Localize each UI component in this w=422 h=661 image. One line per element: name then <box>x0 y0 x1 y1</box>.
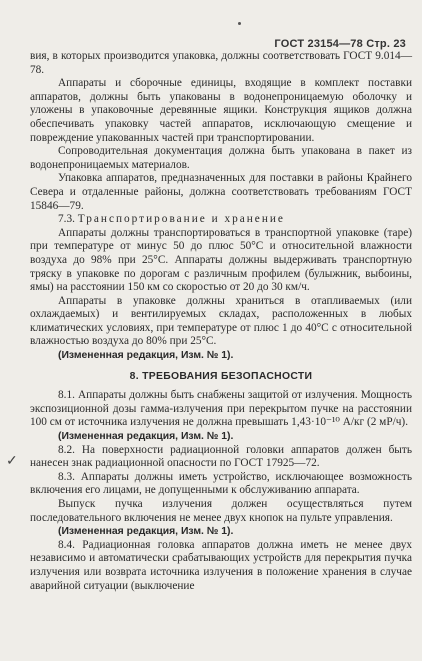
subsection-title-text: Транспортирование и хранение <box>77 213 285 226</box>
amendment-note: (Измененная редакция, Изм. № 1). <box>58 431 234 443</box>
section-heading: 8. ТРЕБОВАНИЯ БЕЗОПАСНОСТИ <box>129 370 313 382</box>
paragraph: 8.2. На поверхности радиационной головки аппаратов должен быть нанесен знак радиационной опасности по ГОСТ 17925—72. <box>30 443 412 470</box>
paragraph: Аппараты в упаковке должны храниться в отапливаемых (или охлаждаемых) и вентилируемых складах, расположенных в любых климатических условиях, при температуре от плюс 1 до 40°С с относительной влажностью воздуха до 80% при 25°С. <box>30 294 412 348</box>
amendment-note: (Измененная редакция, Изм. № 1). <box>58 526 234 538</box>
amendment-note: (Измененная редакция, Изм. № 1). <box>58 350 234 362</box>
ink-dot <box>238 22 241 25</box>
paragraph: 8.1. Аппараты должны быть снабжены защитой от излучения. Мощность экспозиционной дозы гамма-излучения при перекрытом пучке на расстоянии 100 см от источника излучения не должна превышать 1,43·10⁻¹⁰ А/кг (2 мР/ч). <box>30 389 412 429</box>
paragraph: Упаковка аппаратов, предназначенных для поставки в районы Крайнего Севера и отдаленные районы, должна соответствовать требованиям ГОСТ 15846—79. <box>30 172 412 212</box>
paragraph: Выпуск пучка излучения должен осуществляться путем последовательного включения не менее двух кнопок на пульте управления. <box>30 498 412 524</box>
subsection-number: 7.3. <box>58 213 75 226</box>
margin-check-mark: ✓ <box>6 454 18 469</box>
paragraph: 8.3. Аппараты должны иметь устройство, исключающее возможность включения его лицами, не допущенными к обслуживанию аппарата. <box>30 470 412 497</box>
page-header: ГОСТ 23154—78 Стр. 23 <box>274 38 406 50</box>
paragraph: Аппараты и сборочные единицы, входящие в комплект поставки аппаратов, должны быть упакованы в водонепроницаемую оболочку и уложены в упаковочные деревянные ящики. Конструкция ящиков должна обеспечивать упаковку частей аппаратов, исключающую смещение и повреждение упакованных частей при транспортировании. <box>30 77 412 144</box>
subsection-title <box>30 213 412 227</box>
document-body <box>30 50 412 593</box>
paragraph: вия, в которых производится упаковка, должны соответствовать ГОСТ 9.014—78. <box>30 50 412 76</box>
paragraph: Сопроводительная документация должна быть упакована в пакет из водонепроницаемых материалов. <box>30 145 412 171</box>
paragraph: 8.4. Радиационная головка аппаратов должна иметь не менее двух независимо и автоматически срабатывающих устройств для перекрытия пучка излучения или возврата источника излучения в положение хранения в случае аварийной ситуации (выключение <box>30 538 412 592</box>
paragraph: Аппараты должны транспортироваться в транспортной упаковке (таре) при температуре от минус 50 до плюс 50°С и относительной влажности воздуха до 98% при 25°С. Аппараты должны выдерживать транспортную тряску в упаковке по дорогам с различным профилем (булыжник, выбоины, ямы) на расстоянии 150 км со скоростью от 20 до 30 км/ч. <box>30 226 412 294</box>
